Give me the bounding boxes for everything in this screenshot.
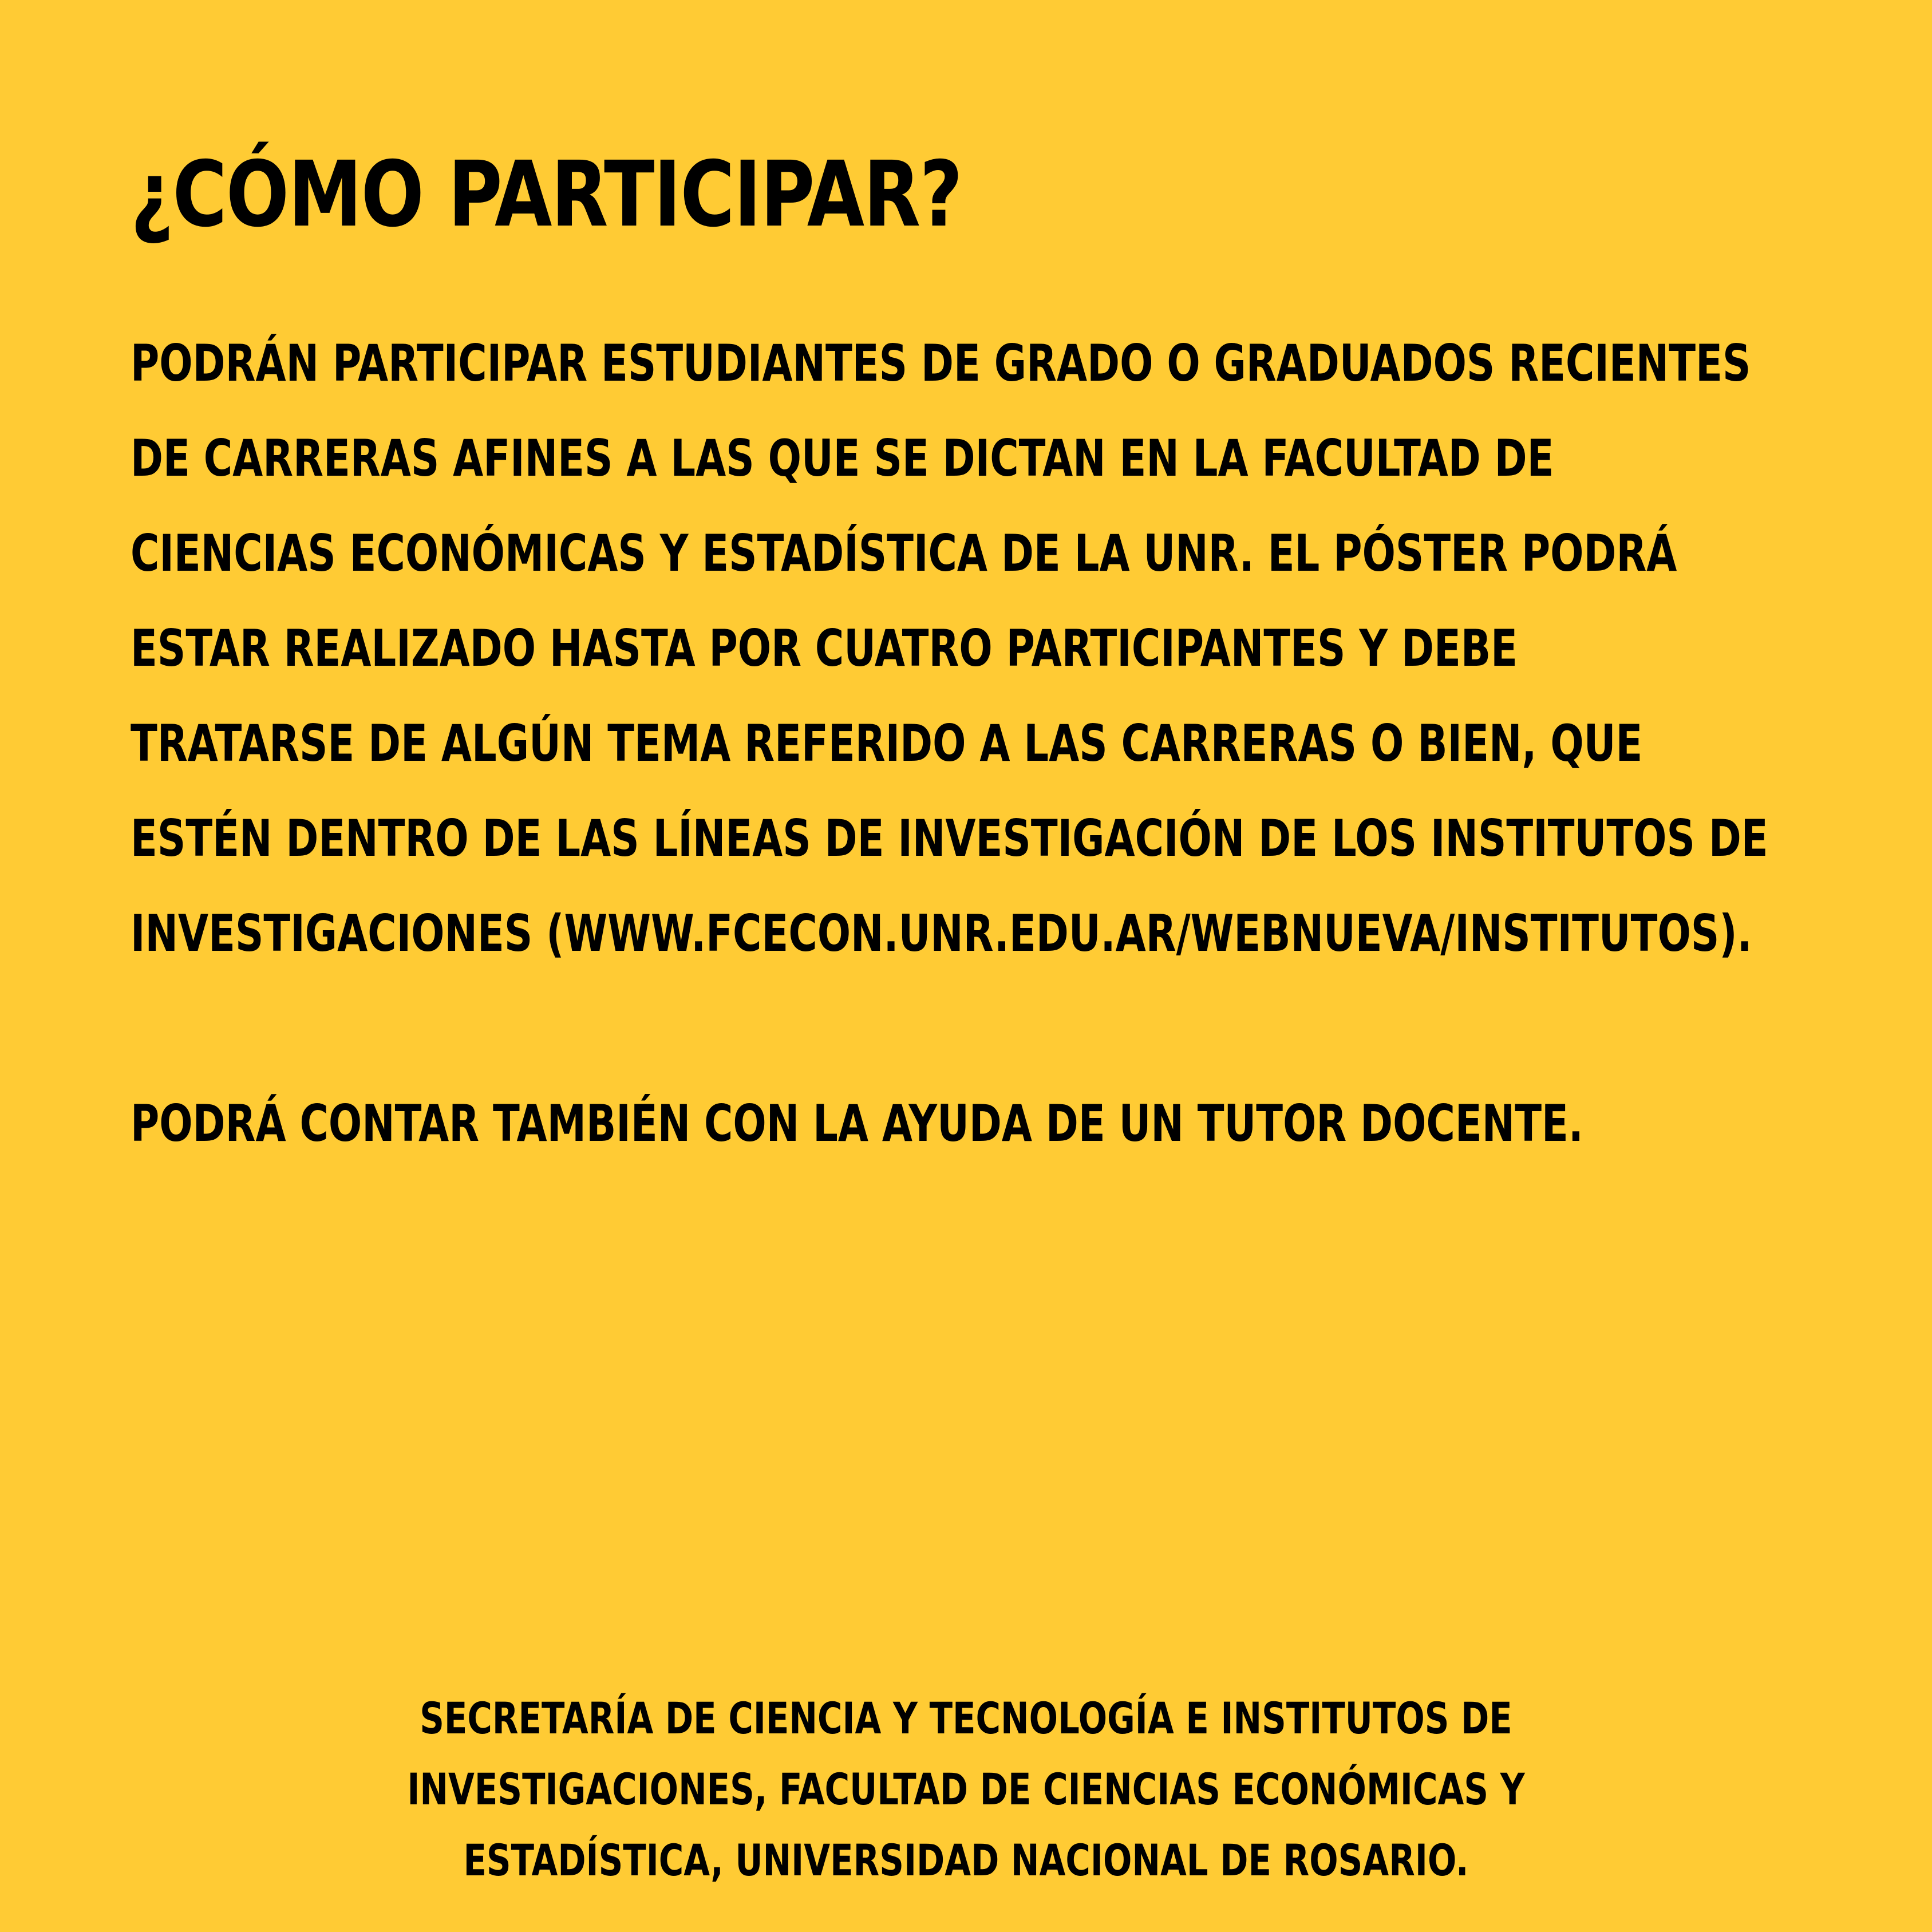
body-text <box>131 326 1932 1182</box>
footer-line: ESTADÍSTICA, UNIVERSIDAD NACIONAL DE ROSARIO. <box>463 1835 1469 1886</box>
body-line: CIENCIAS ECONÓMICAS Y ESTADÍSTICA DE LA UNR. EL PÓSTER PODRÁ <box>131 524 1677 583</box>
body-line-url: INVESTIGACIONES (WWW.FCECON.UNR.EDU.AR/WEBNUEVA/INSTITUTOS). <box>131 904 1752 963</box>
footer-line: INVESTIGACIONES, FACULTAD DE CIENCIAS ECONÓMICAS Y <box>407 1764 1525 1815</box>
tutor-note: PODRÁ CONTAR TAMBIÉN CON LA AYUDA DE UN TUTOR DOCENTE. <box>131 1094 1584 1153</box>
paragraph-gap <box>131 991 1932 1086</box>
footer-credits <box>0 1683 1932 1896</box>
body-line: DE CARRERAS AFINES A LAS QUE SE DICTAN EN LA FACULTAD DE <box>131 429 1554 488</box>
body-line: ESTÉN DENTRO DE LAS LÍNEAS DE INVESTIGACIÓN DE LOS INSTITUTOS DE <box>131 809 1768 868</box>
body-line: TRATARSE DE ALGÚN TEMA REFERIDO A LAS CARRERAS O BIEN, QUE <box>131 714 1643 773</box>
body-line: PODRÁN PARTICIPAR ESTUDIANTES DE GRADO O GRADUADOS RECIENTES <box>131 334 1751 393</box>
footer-line: SECRETARÍA DE CIENCIA Y TECNOLOGÍA E INSTITUTOS DE <box>420 1693 1512 1744</box>
body-line: ESTAR REALIZADO HASTA POR CUATRO PARTICIPANTES Y DEBE <box>131 619 1518 678</box>
page-title: ¿CÓMO PARTICIPAR? <box>131 142 962 247</box>
